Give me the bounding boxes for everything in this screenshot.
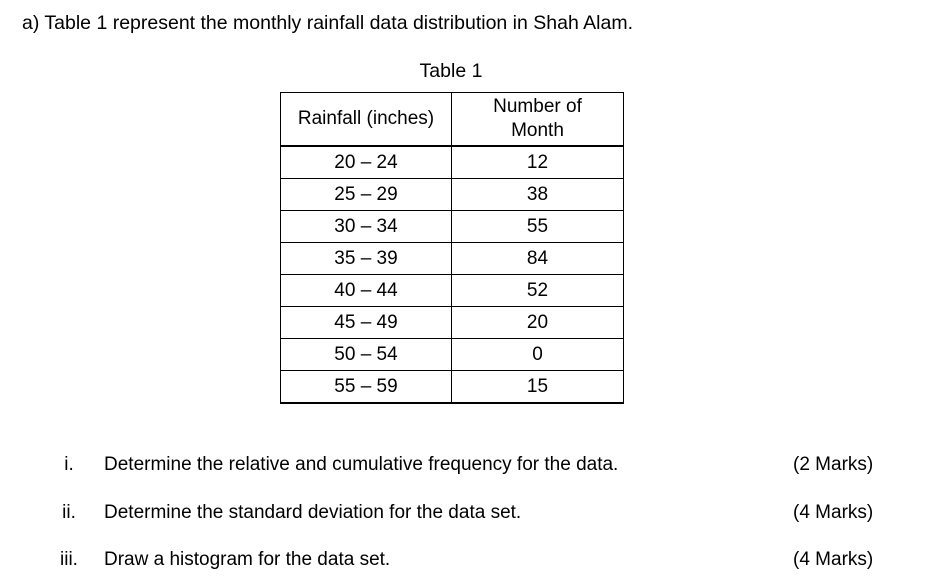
header-number-of-month-line2: Month bbox=[511, 120, 564, 141]
month-count-cell: 84 bbox=[452, 243, 624, 275]
question-item-ii bbox=[0, 500, 945, 526]
question-text: Determine the relative and cumulative frequency for the data. bbox=[104, 454, 619, 475]
table-row bbox=[281, 211, 624, 243]
table-row bbox=[281, 243, 624, 275]
question-marks: (4 Marks) bbox=[793, 502, 874, 523]
question-number: i. bbox=[64, 454, 74, 475]
month-count-cell: 15 bbox=[452, 371, 624, 404]
month-count-cell: 55 bbox=[452, 211, 624, 243]
month-count-cell: 52 bbox=[452, 275, 624, 307]
question-item-i bbox=[0, 452, 945, 478]
rainfall-range-cell: 20 – 24 bbox=[281, 146, 452, 179]
table-row bbox=[281, 371, 624, 404]
table-row bbox=[281, 307, 624, 339]
question-number: ii. bbox=[62, 502, 76, 523]
question-text: Determine the standard deviation for the data set. bbox=[104, 502, 522, 523]
rainfall-range-cell: 25 – 29 bbox=[281, 179, 452, 211]
table-caption: Table 1 bbox=[419, 60, 483, 82]
month-count-cell: 38 bbox=[452, 179, 624, 211]
question-intro: a) Table 1 represent the monthly rainfall data distribution in Shah Alam. bbox=[22, 12, 633, 34]
question-marks: (2 Marks) bbox=[793, 454, 874, 475]
header-number-of-month-line1: Number of bbox=[493, 96, 582, 117]
rainfall-range-cell: 40 – 44 bbox=[281, 275, 452, 307]
question-item-iii bbox=[0, 547, 945, 573]
rainfall-table bbox=[280, 92, 624, 404]
month-count-cell: 12 bbox=[452, 146, 624, 179]
header-number-of-month bbox=[452, 93, 624, 147]
table-row bbox=[281, 275, 624, 307]
month-count-cell: 0 bbox=[452, 339, 624, 371]
question-number: iii. bbox=[60, 549, 78, 570]
header-rainfall: Rainfall (inches) bbox=[281, 93, 452, 147]
rainfall-range-cell: 50 – 54 bbox=[281, 339, 452, 371]
question-marks: (4 Marks) bbox=[793, 549, 874, 570]
rainfall-range-cell: 35 – 39 bbox=[281, 243, 452, 275]
table-row bbox=[281, 339, 624, 371]
table-header-row bbox=[281, 93, 624, 147]
rainfall-range-cell: 45 – 49 bbox=[281, 307, 452, 339]
table-row bbox=[281, 179, 624, 211]
rainfall-range-cell: 55 – 59 bbox=[281, 371, 452, 404]
table-row bbox=[281, 146, 624, 179]
question-text: Draw a histogram for the data set. bbox=[104, 549, 391, 570]
month-count-cell: 20 bbox=[452, 307, 624, 339]
rainfall-range-cell: 30 – 34 bbox=[281, 211, 452, 243]
